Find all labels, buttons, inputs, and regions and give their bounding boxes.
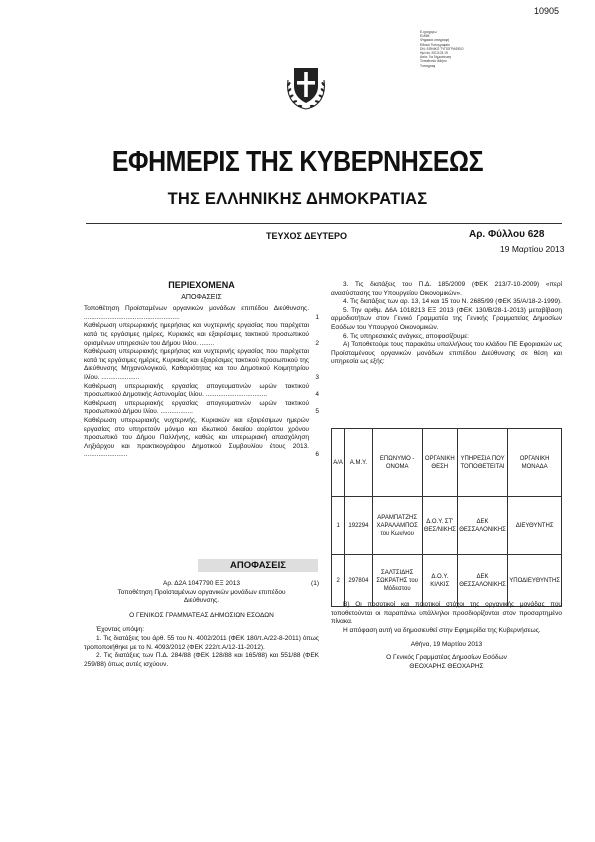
decision-reference: Αρ. Δ2Α 1047790 ΕΞ 2013 <box>163 580 240 587</box>
table-header-cell: ΕΠΩΝΥΜΟ - ΟΝΟΜΑ <box>372 429 422 497</box>
stamp-line: Ημ/νία: 2013.03.19 <box>420 51 448 56</box>
list-item: Τοποθέτηση Προϊσταμένων οργανικών μονάδων επιπέδου Διεύθυνσης. ..................................................... 1 <box>84 305 319 321</box>
paragraph: 4. Τις διατάξεις των αρ. 13, 14 και 15 του Ν. 2685/99 (ΦΕΚ 35/Α/18-2-1999). <box>343 298 562 306</box>
paragraph: Η απόφαση αυτή να δημοσιευθεί στην Εφημερίδα της Κυβερνήσεως. <box>343 626 541 634</box>
issue-label: ΤΕΥΧΟΣ ΔΕΥΤΕΡΟ <box>266 231 348 241</box>
signer-name: ΘΕΟΧΑΡΗΣ ΘΕΟΧΑΡΗΣ <box>409 662 484 670</box>
header-divider <box>86 223 562 224</box>
list-item: Καθιέρωση υπερωριακής εργασίας απογευματινών ωρών τακτικού προσωπικού Δημοτικής Αστυνομίας Ιλίου. .................................. 4 <box>84 382 319 399</box>
decision-body-left <box>84 580 319 669</box>
table-header-cell: ΥΠΗΡΕΣΙΑ ΠΟΥ ΤΟΠΟΘΕΤΕΙΤΑΙ <box>457 429 507 497</box>
table-cell: ΔΙΕΥΘΥΝΤΗΣ <box>508 497 562 555</box>
stamp-line: Αιτία: Για δημοσίευση <box>420 55 452 60</box>
paragraph: 2. Τις διατάξεις των Π.Δ. 284/88 (ΦΕΚ 128/88 και 165/88) και 551/88 (ΦΕΚ 259/88) όπως αυτές ισχύουν. <box>84 652 319 668</box>
stamp-line: Τοποθεσία: Αθήνα <box>420 59 447 64</box>
table-cell: 1 <box>332 497 345 555</box>
table-cell: ΣΑΛΤΣΙΔΗΣ ΣΩΚΡΑΤΗΣ του Μόδεστου <box>372 555 422 607</box>
table-cell: ΑΡΑΜΠΑΤΖΗΣ ΧΑΡΑΛΑΜΠΟΣ του Κων/νου <box>372 497 422 555</box>
paragraph: 5. Την αριθμ. Δ6Α 1018213 ΕΞ 2013 (ΦΕΚ 130/Β/28-1-2013) μεταβίβαση αρμοδιοτήτων στον Γενικό Γραμματέα της Γενικής Γραμματείας Δημοσίων Εσόδων του Υπουργού Οικονομικών. <box>331 306 562 331</box>
stamp-line: Εθνικό Τυπογραφείο <box>420 42 450 47</box>
gazette-subtitle: ΤΗΣ ΕΛΛΗΝΙΚΗΣ ΔΗΜΟΚΡΑΤΙΑΣ <box>167 190 428 208</box>
list-item: Καθιέρωση υπερωριακής νυχτερινής, Κυριακών και εξαιρέσιμων ημερών εργασίας στο υπηρετούν μόνιμο και ιδιωτικού δικαίου αορίστου χρόνου προσωπικό του Δήμου Παλλήνης, καθώς και υπερωριακή απασχόληση Ληξιάρχου και πρακτικογράφου Δημοτικού Συμβουλίου έτους 2013. ........................ 6 <box>84 416 319 459</box>
greek-emblem-icon <box>283 62 329 112</box>
table-header-cell: ΟΡΓΑΝΙΚΗ ΘΕΣΗ <box>422 429 457 497</box>
list-item: Καθιέρωση υπερωριακής ημερήσιας και νυχτερινής εργασίας που παρέχεται κατά τις εργάσιμες ημέρες, Κυριακές και εξαιρέσιμες τακτικού προσωπικού ορισμένων υπηρεσιών του Δήμου Ιλίου. ........ 2 <box>84 322 319 347</box>
table-cell: ΔΕΚ ΘΕΣΣΑΛΟΝΙΚΗΣ <box>457 555 507 607</box>
sheet-number: Αρ. Φύλλου 628 <box>469 229 545 240</box>
table-header-row <box>332 429 562 497</box>
contents-heading: ΠΕΡΙΕΧΟΜΕΝΑ <box>168 280 235 290</box>
signer-title: Ο Γενικός Γραμματέας Δημοσίων Εσόδων <box>386 653 507 661</box>
table-cell: ΔΕΚ ΘΕΣΣΑΛΟΝΙΚΗΣ <box>457 497 507 555</box>
decision-closing <box>331 601 562 671</box>
decision-authority: Ο ΓΕΝΙΚΟΣ ΓΡΑΜΜΑΤΕΑΣ ΔΗΜΟΣΙΩΝ ΕΣΟΔΩΝ <box>129 611 274 619</box>
table-cell: Δ.Ο.Υ. ΣΤ' ΘΕΣ/ΝΙΚΗΣ <box>422 497 457 555</box>
paragraph: 1. Τις διατάξεις του άρθ. 55 του Ν. 4002/2011 (ΦΕΚ 180/τ.Α/22-8-2011) όπως τροποποιήθηκε με το Ν. 4093/2012 (ΦΕΚ 222/τ.Α/12-11-2012). <box>84 634 319 651</box>
decisions-heading: ΑΠΟΦΑΣΕΙΣ <box>198 559 318 572</box>
stamp-line: Ψηφιακά υπογραφή <box>420 38 450 43</box>
paragraph: 3. Τις διατάξεις του Π.Δ. 185/2009 (ΦΕΚ 213/7-10-2009) «περί ανασύστασης του Υπουργείου Οικονομικών». <box>331 281 562 297</box>
list-item: Καθιέρωση υπερωριακής εργασίας απογευματινών ωρών τακτικού προσωπικού Δήμου Ιλίου. .................. 5 <box>84 399 319 416</box>
paragraph: 6. Τις υπηρεσιακές ανάγκες, αποφασίζουμε: <box>343 332 469 340</box>
stamp-line: Ε-ηροχορω <box>420 30 437 34</box>
paragraph: Α) Τοποθετούμε τους παρακάτω υπαλλήλους του κλάδου ΠΕ Εφοριακών ως Προϊσταμένους οργανικών μονάδων επιπέδου Διεύθυνσης σε θέση και υπηρεσία ως εξής: <box>331 341 562 366</box>
stamp-line: DN: ΕΘΝΙΚΟ ΤΥΠΟΓΡΑΦΕΙΟ <box>420 46 464 51</box>
table-cell: ΥΠΟΔΙΕΥΘΥΝΤΗΣ <box>508 555 562 607</box>
contents-subheading: ΑΠΟΦΑΣΕΙΣ <box>181 293 222 301</box>
decision-number: (1) <box>311 580 319 587</box>
digital-signature-stamp <box>420 30 480 68</box>
decision-body-right <box>331 281 562 367</box>
table-header-cell: Α.Μ.Υ. <box>345 429 372 497</box>
list-item: Καθιέρωση υπερωριακής ημερήσιας και νυχτερινής εργασίας που παρέχεται κατά τις εργάσιμες ημέρες, Κυριακές και εξαιρέσιμες τακτικού προσωπικού της Διεύθυνσης Μηχανολογικού, Καθαριότητας και του Δημοτικού Κοιμητηρίου Ιλίου. ..................... 3 <box>84 348 319 381</box>
gazette-title: ΕΦΗΜΕΡΙΣ ΤΗΣ ΚΥΒΕΡΝΗΣΕΩΣ <box>111 146 484 178</box>
table-header-cell: Α/Α <box>332 429 345 497</box>
table-row <box>332 497 562 555</box>
place-date: Αθήνα, 19 Μαρτίου 2013 <box>410 641 483 649</box>
having-regard: Έχοντας υπόψη: <box>96 626 145 634</box>
table-header-cell: ΟΡΓΑΝΙΚΗ ΜΟΝΑΔΑ <box>508 429 562 497</box>
table-cell: 2 <box>332 555 345 607</box>
appointments-table <box>331 428 562 607</box>
issue-date: 19 Μαρτίου 2013 <box>500 244 565 254</box>
decision-title: Τοποθέτηση Προϊσταμένων οργανικών μονάδων επιπέδου Διεύθυνσης. <box>117 588 286 605</box>
contents-section <box>84 281 319 460</box>
stamp-line: ΕλΜΜ <box>420 34 430 39</box>
table-cell: 192294 <box>345 497 372 555</box>
page-number: 10905 <box>534 6 560 16</box>
table-cell: 297804 <box>345 555 372 607</box>
paragraph: Β) Οι ποσοτικοί και ποιοτικοί στόχοι της οργανικής μονάδας που τοποθετούνται οι παραπάνω υπάλληλοι προσδιορίζονται στον προσαρτημένο πίνακα. <box>331 601 562 626</box>
table-cell: Δ.Ο.Υ. ΚΙΛΚΙΣ <box>422 555 457 607</box>
stamp-line: Τυπογραφ <box>420 63 436 68</box>
table-row <box>332 555 562 607</box>
